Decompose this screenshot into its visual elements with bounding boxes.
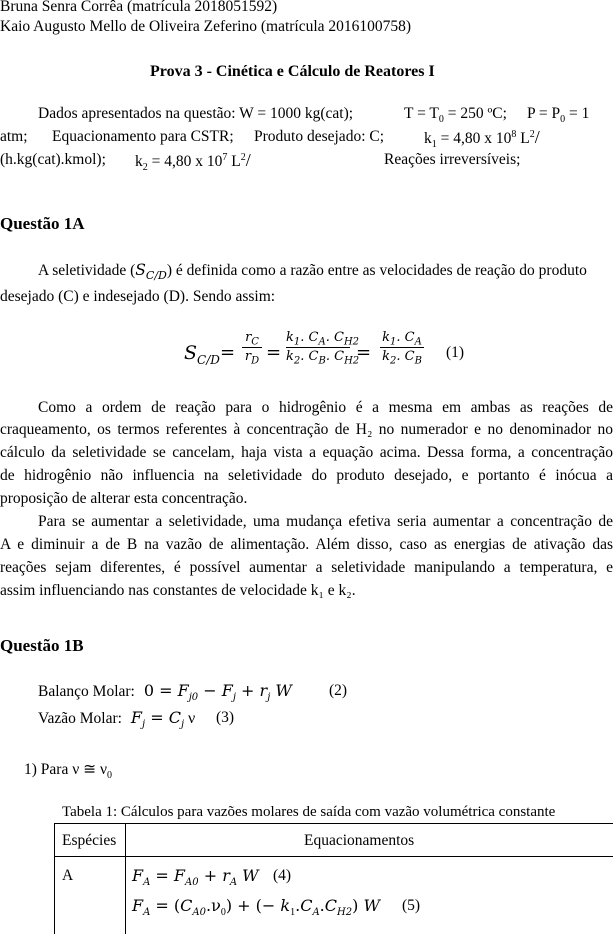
eq1-fraction-1: $r_C$ $r_D$ <box>242 330 262 365</box>
data-line-1-pressure: $P = P_0 = 1$ <box>527 105 590 126</box>
author-line-1: Bruna Senra Corrêa (matrícula 2018051592) <box>0 0 278 15</box>
table-cell-species-a: A <box>62 867 74 884</box>
q1a-p2-line4: de hidrogênio não influencia na seletividade do produto desejado, e portanto é inócua a <box>0 467 613 484</box>
q1a-p2-line2: craqueamento, os termos referentes à concentração de H₂ no numerador e no denominador no <box>0 421 613 438</box>
table-caption: Tabela 1: Cálculos para vazões molares de saída com vazão volumétrica constante <box>62 804 556 820</box>
eq4-number: (4) <box>273 867 292 884</box>
table-eq4: $F_A = F_{A0} + r_A$ W <box>132 866 259 889</box>
q1a-p1-line2: desejado (C) e indesejado (D). Sendo assim: <box>0 288 276 305</box>
q1a-p3-line4: assim influenciando nas constantes de velocidade k₁ e k₂. <box>0 582 356 599</box>
eq5-number: (5) <box>402 897 421 914</box>
balanco-molar-line: Balanço Molar: $0 = F_{j0} - F_j + r_j$ W <box>38 681 292 704</box>
data-line-2d: $k_1 = 4,80$ x $10^8$ $L^2/$ <box>424 127 540 151</box>
data-line-2a: atm; <box>0 128 28 145</box>
item-1: 1) Para ν ≅ $\nu_0$ <box>24 761 112 782</box>
data-line-3f: Reações irreversíveis; <box>384 151 521 168</box>
q1a-p3-line3: reações sejam diferentes, é possível aumentar a seletividade manipulando a temperatura, e <box>0 559 613 576</box>
q1a-p3-line1: Para se aumentar a seletividade, uma mudança efetiva seria aumentar a concentração de <box>38 513 613 530</box>
author-line-2: Kaio Augusto Mello de Oliveira Zeferino (matrícula 2016100758) <box>0 18 412 35</box>
heading-q1a: Questão 1A <box>0 214 85 233</box>
data-line-3a: (h.kg(cat).kmol); <box>0 151 106 168</box>
eq1-equals-1: = <box>220 342 236 363</box>
page-title: Prova 3 - Cinética e Cálculo de Reatores I <box>150 63 435 80</box>
data-line-2c: Produto desejado: C; <box>254 128 385 145</box>
eq1-number: (1) <box>446 344 465 361</box>
eq1-equals-2: = <box>266 342 282 363</box>
eq3-number: (3) <box>216 709 235 726</box>
data-line-3b: $k_2 = 4,80$ x $10^7$ $L^2/$ <box>135 150 251 174</box>
q1a-p3-line2: A e diminuir a de B na vazão de alimentação. Além disso, caso as energias de ativação das <box>0 536 613 553</box>
table-header-species: Espécies <box>62 832 117 849</box>
eq1-lhs: $S_{C/D}$ <box>184 342 220 367</box>
table-header-equations: Equacionamentos <box>304 832 415 849</box>
data-line-1-temp: $T = T_0 = 250$ ºC; <box>404 105 507 126</box>
q1a-p2-line1: Como a ordem de reação para o hidrogênio é a mesma em ambas as reações de <box>38 399 613 416</box>
q1a-p2-line5: proposição de alterar esta concentração. <box>0 490 248 507</box>
data-line-1: Dados apresentados na questão: W = 1000 kg(cat); <box>38 105 354 122</box>
table-eq5: $F_A = (C_{A0}.\nu_0)$ + (− $k_1.C_A.C_{H2}$) W <box>132 896 380 919</box>
q1a-p2-line3: cálculo da seletividade se cancelam, haja vista a equação acima. Dessa forma, a concentração <box>0 444 613 461</box>
eq2-number: (2) <box>329 682 348 699</box>
eq1-equals-3: = <box>356 342 372 363</box>
eq1-fraction-3: $k_1$. $C_A$ $k_2$. $C_B$ <box>380 330 424 365</box>
data-line-2b: Equacionamento para CSTR; <box>52 128 234 145</box>
eq1-fraction-2: $k_1$. $C_A$. $C_{H2}$ $k_2$. $C_B$. $C_{H2}$ <box>286 330 360 367</box>
heading-q1b: Questão 1B <box>0 636 84 655</box>
q1a-p1-line1: A seletividade $(S_{C/D})$ é definida como a razão entre as velocidades de reação do produto <box>38 261 587 283</box>
vazao-molar-line: Vazão Molar: $F_j = C_j$ ν <box>38 708 196 731</box>
